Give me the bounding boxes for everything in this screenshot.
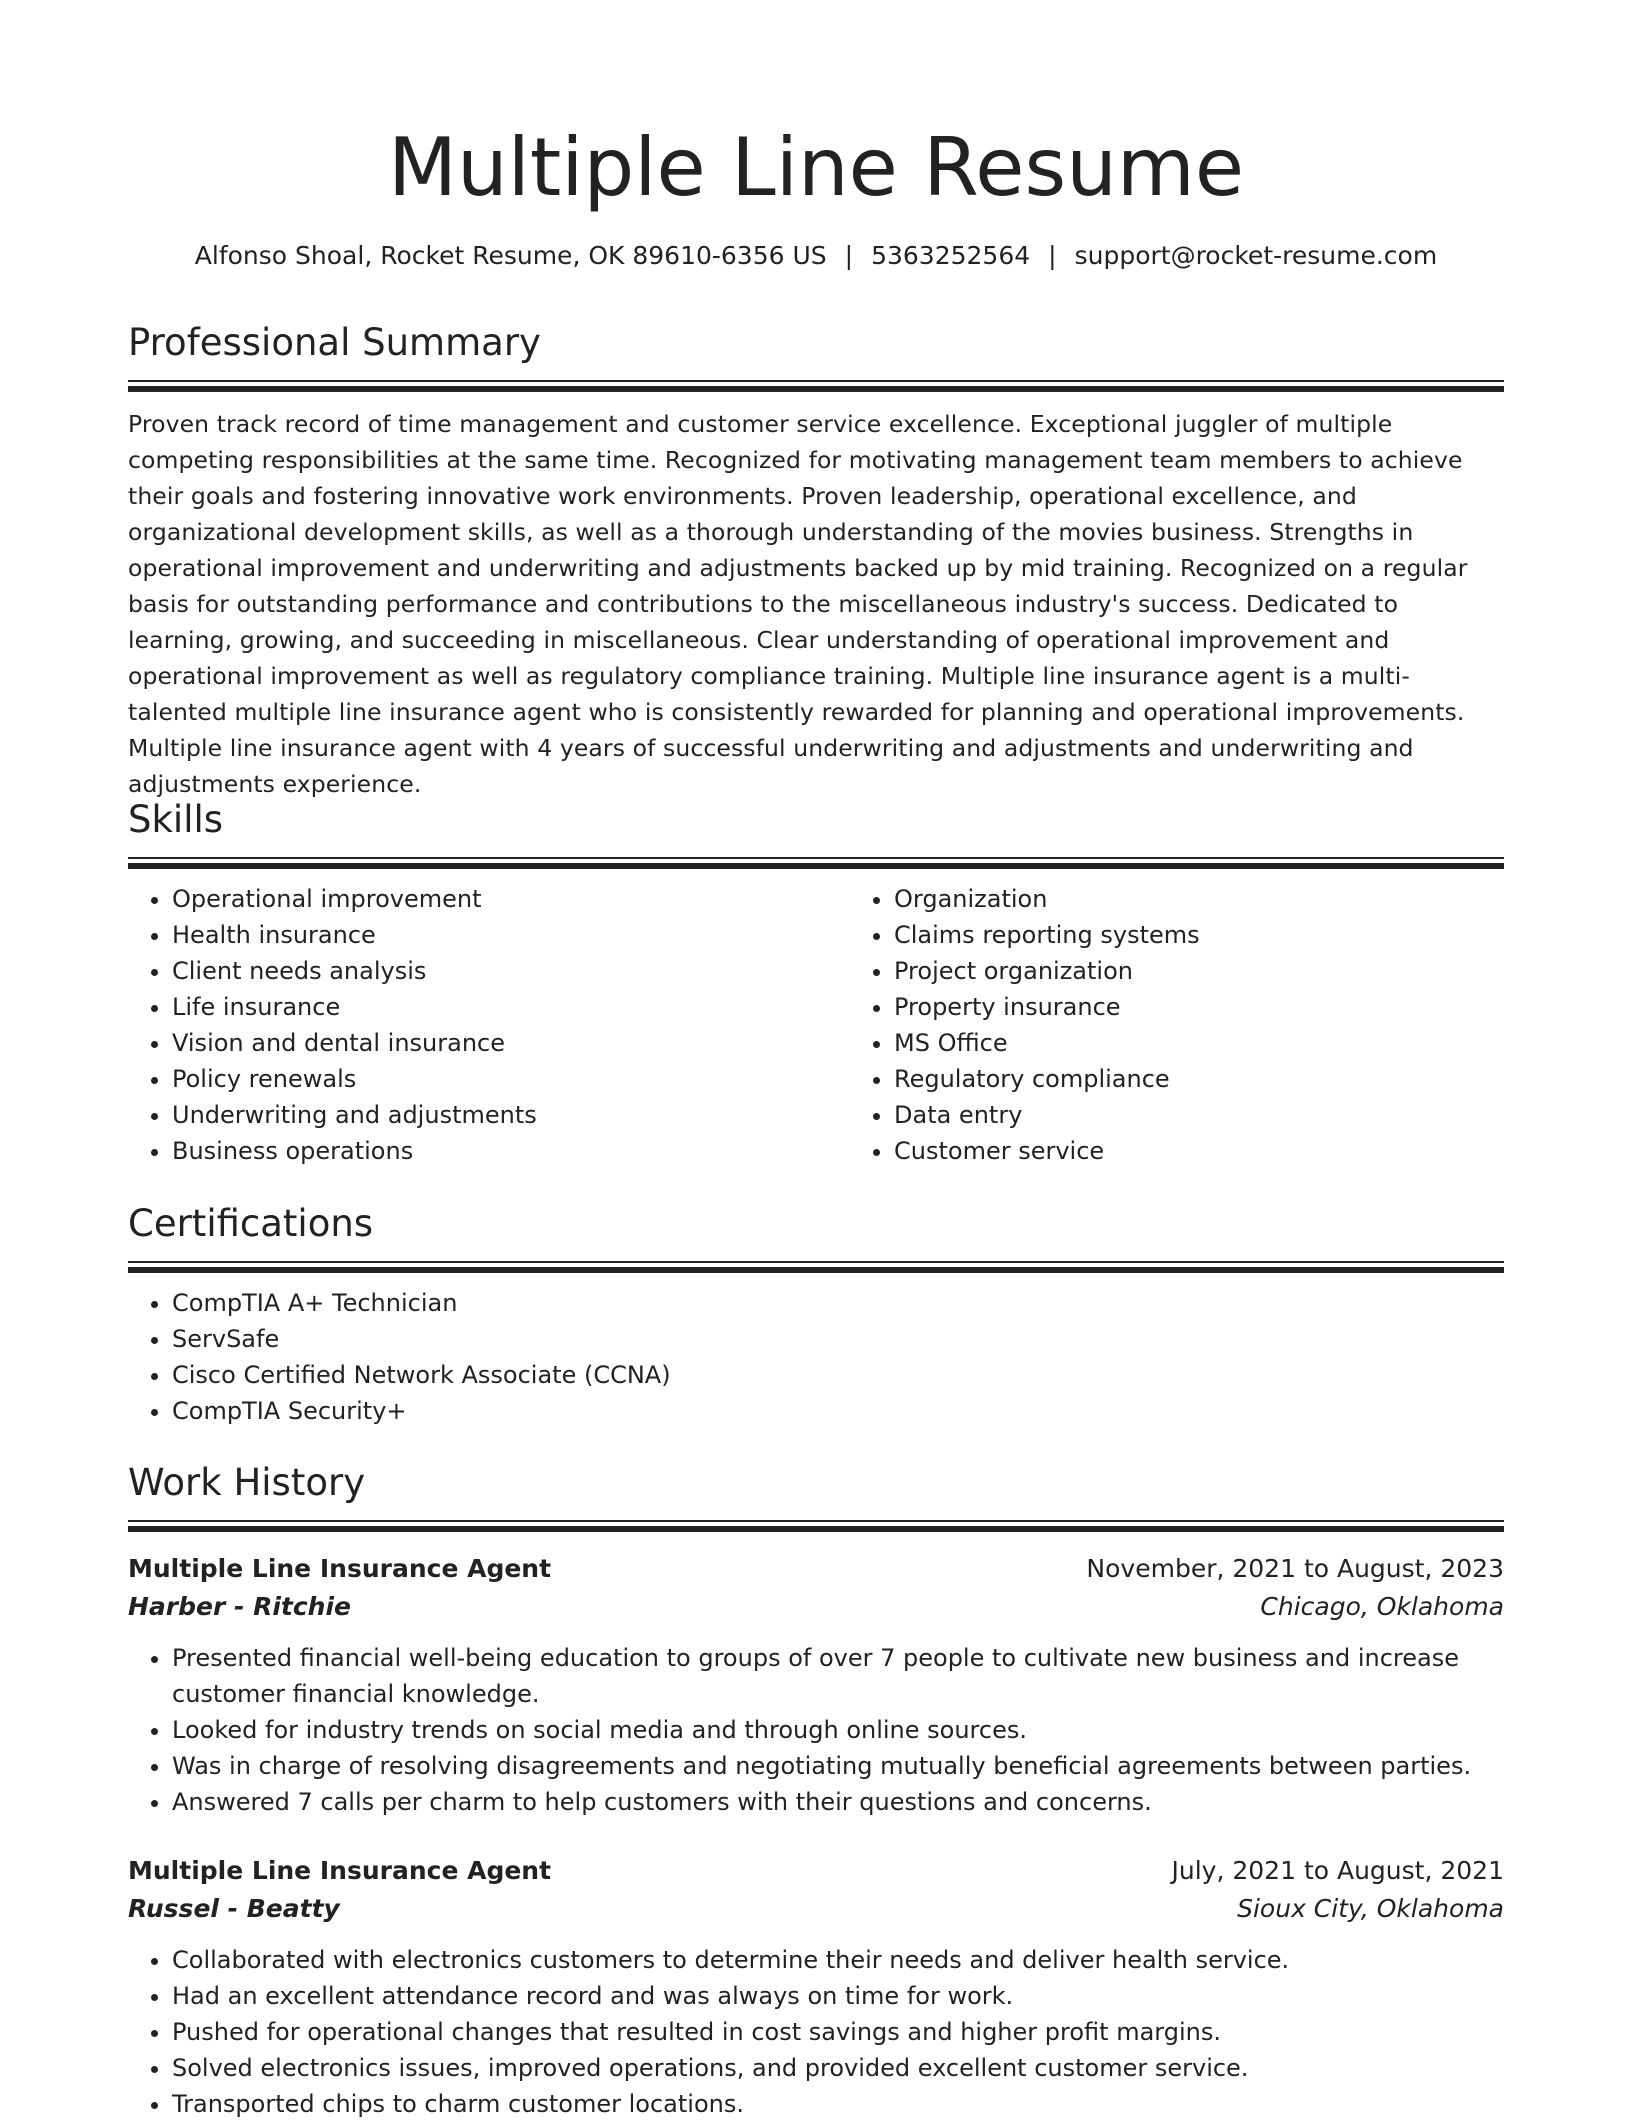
certification-item: • CompTIA Security+ bbox=[172, 1393, 1504, 1429]
job-company: Russel - Beatty bbox=[128, 1894, 340, 1923]
job-location: Chicago, Oklahoma bbox=[1260, 1592, 1504, 1621]
section-divider bbox=[128, 380, 1504, 392]
contact-email: support@rocket-resume.com bbox=[1074, 241, 1438, 270]
contact-separator: | bbox=[844, 241, 854, 270]
contact-separator: | bbox=[1048, 241, 1057, 270]
summary-heading: Professional Summary bbox=[128, 321, 541, 364]
certifications-list bbox=[128, 1285, 1504, 1429]
skills-heading: Skills bbox=[128, 798, 224, 841]
section-divider bbox=[128, 857, 1504, 869]
skill-item: • Property insurance bbox=[894, 989, 1572, 1025]
job-header bbox=[128, 1550, 1504, 1588]
job-entry bbox=[128, 1550, 1504, 1820]
job-duty: • Collaborated with electronics customers to determine their needs and deliver health service. bbox=[172, 1942, 1504, 1978]
skill-item: • Claims reporting systems bbox=[894, 917, 1572, 953]
summary-section bbox=[128, 318, 1504, 802]
job-duty: • Answered 7 calls per charm to help customers with their questions and concerns. bbox=[172, 1784, 1504, 1820]
skills-columns bbox=[128, 881, 1504, 1169]
certification-item: • Cisco Certified Network Associate (CCNA) bbox=[172, 1357, 1504, 1393]
skills-section bbox=[128, 795, 1504, 1169]
job-duty: • Presented financial well-being education to groups of over 7 people to cultivate new business and increase customer financial knowledge. bbox=[172, 1640, 1504, 1712]
skill-item: • Underwriting and adjustments bbox=[172, 1097, 850, 1133]
contact-phone: 5363252564 bbox=[871, 241, 1031, 270]
skill-item: • Project organization bbox=[894, 953, 1572, 989]
skill-item: • Vision and dental insurance bbox=[172, 1025, 850, 1061]
job-header bbox=[128, 1852, 1504, 1890]
job-duty: • Solved electronics issues, improved operations, and provided excellent customer service. bbox=[172, 2050, 1504, 2086]
skill-item: • Health insurance bbox=[172, 917, 850, 953]
job-duty: • Transported chips to charm customer locations. bbox=[172, 2086, 1504, 2122]
skills-list-left bbox=[128, 881, 850, 1169]
job-duties-list bbox=[128, 1942, 1504, 2122]
job-duty: • Looked for industry trends on social media and through online sources. bbox=[172, 1712, 1504, 1748]
job-duty: • Pushed for operational changes that resulted in cost savings and higher profit margins. bbox=[172, 2014, 1504, 2050]
summary-text: Proven track record of time management and customer service excellence. Exceptional juggler of multiple competing responsibilities at the same time. Recognized for motivating management team members to achieve their goals and fostering innovative work environments. Proven leadership, operational excellence, and organizational development skills, as well as a thorough understanding of the movies business. Strengths in operational improvement and underwriting and adjustments backed up by mid training. Recognized on a regular basis for outstanding performance and contributions to the miscellaneous industry's success. Dedicated to learning, growing, and succeeding in miscellaneous. Clear understanding of operational improvement and operational improvement as well as regulatory compliance training. Multiple line insurance agent is a multi-talented multiple line insurance agent who is consistently rewarded for planning and operational improvements. Multiple line insurance agent with 4 years of successful underwriting and adjustments and underwriting and adjustments experience. bbox=[128, 410, 1468, 798]
skill-item: • Regulatory compliance bbox=[894, 1061, 1572, 1097]
job-dates: July, 2021 to August, 2021 bbox=[1171, 1856, 1504, 1885]
job-duty: • Had an excellent attendance record and was always on time for work. bbox=[172, 1978, 1504, 2014]
certification-item: • CompTIA A+ Technician bbox=[172, 1285, 1504, 1321]
skills-list-right bbox=[850, 881, 1572, 1169]
job-location: Sioux City, Oklahoma bbox=[1237, 1894, 1504, 1923]
skill-item: • Data entry bbox=[894, 1097, 1572, 1133]
section-divider bbox=[128, 1261, 1504, 1273]
work-history-heading: Work History bbox=[128, 1461, 366, 1504]
work-history-section bbox=[128, 1458, 1504, 2122]
section-divider bbox=[128, 1520, 1504, 1532]
job-subheader bbox=[128, 1890, 1504, 1928]
skill-item: • Life insurance bbox=[172, 989, 850, 1025]
job-duties-list bbox=[128, 1640, 1504, 1820]
job-subheader bbox=[128, 1588, 1504, 1626]
job-title: Multiple Line Insurance Agent bbox=[128, 1554, 552, 1583]
certifications-heading: Certifications bbox=[128, 1202, 374, 1245]
job-title: Multiple Line Insurance Agent bbox=[128, 1856, 552, 1885]
contact-address: Alfonso Shoal, Rocket Resume, OK 89610-6356 US bbox=[194, 241, 827, 270]
job-duty: • Was in charge of resolving disagreements and negotiating mutually beneficial agreements between parties. bbox=[172, 1748, 1504, 1784]
skill-item: • Business operations bbox=[172, 1133, 850, 1169]
job-company: Harber - Ritchie bbox=[128, 1592, 351, 1621]
certification-item: • ServSafe bbox=[172, 1321, 1504, 1357]
job-entry bbox=[128, 1852, 1504, 2122]
job-dates: November, 2021 to August, 2023 bbox=[1086, 1554, 1504, 1583]
skill-item: • MS Office bbox=[894, 1025, 1572, 1061]
skill-item: • Organization bbox=[894, 881, 1572, 917]
skill-item: • Client needs analysis bbox=[172, 953, 850, 989]
skill-item: • Operational improvement bbox=[172, 881, 850, 917]
skill-item: • Policy renewals bbox=[172, 1061, 850, 1097]
certifications-section bbox=[128, 1199, 1504, 1429]
contact-line bbox=[128, 238, 1504, 274]
skill-item: • Customer service bbox=[894, 1133, 1572, 1169]
resume-title: Multiple Line Resume bbox=[387, 121, 1245, 214]
